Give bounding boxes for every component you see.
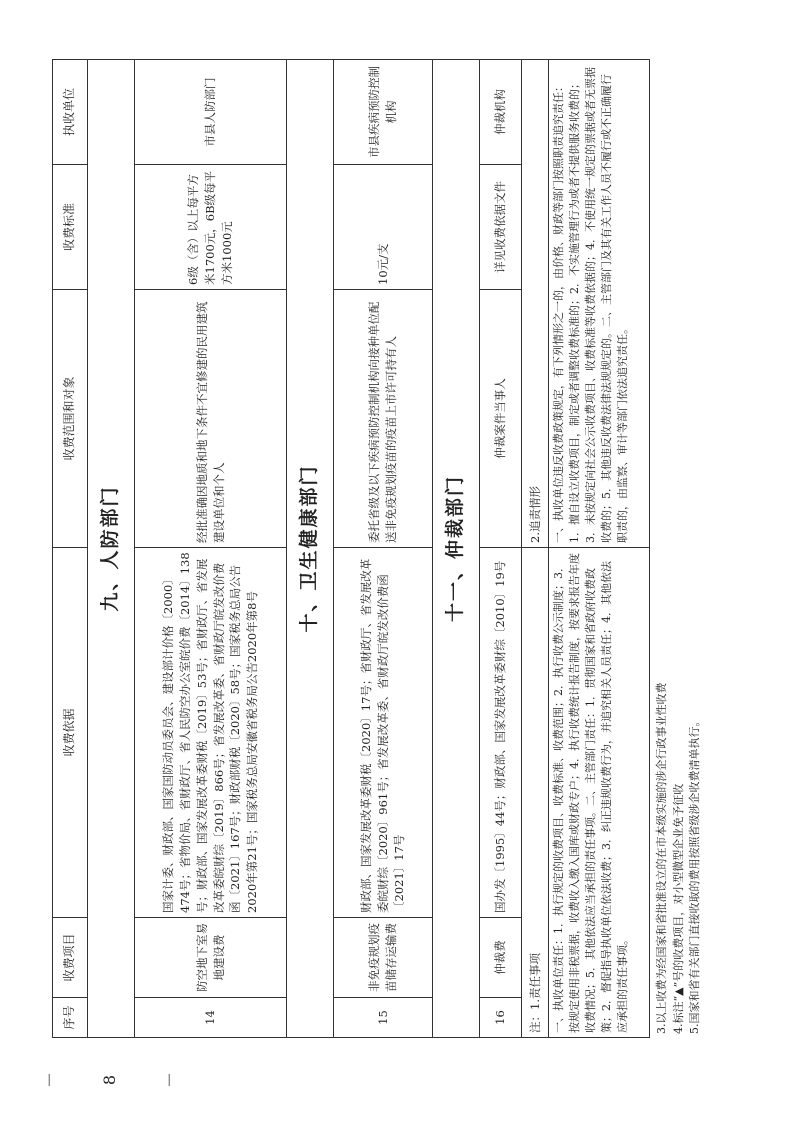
row-scope: 经批准确因地质和地下条件不宜修建的民用建筑建设单位和个人 xyxy=(135,290,287,548)
fee-table xyxy=(52,59,650,1038)
section-row xyxy=(88,60,135,1038)
footnote-5: 5.国家和省有关部门直接收取的费用按照省级涉企收费清单执行。 xyxy=(688,715,701,1034)
header-unit: 执收单位 xyxy=(53,60,88,165)
header-basis: 收费依据 xyxy=(53,548,88,918)
row-basis: 国家计委、财政部、国家国防动员委员会、建设部计价格〔2000〕474号；省物价局、省财政厅、省人民防空办公室皖价费〔2014〕138号；财政部、国家发展改革委财税〔2019〕53号；省财政厅、省发展改革委皖财综〔2019〕866号；省发展改革委、省财政厅皖发改价费函〔2021〕167号；财政部财税〔2020〕58号；国家税务总局公告2020年第21号；国家税务总局安徽省税务局公告2020年第8号 xyxy=(135,548,287,918)
notes-prefix: 注： xyxy=(527,1010,542,1033)
header-scope: 收费范围和对象 xyxy=(53,290,88,548)
table-row xyxy=(135,60,287,1038)
page-number: － 8 － xyxy=(40,1072,179,1089)
footnotes xyxy=(650,60,704,1038)
row-basis: 财政部、国家发展改革委财税〔2020〕17号；省财政厅、省发展改革委皖财综〔2020〕961号；省发展改革委、省财政厅皖发改价费函〔2021〕17号 xyxy=(334,548,433,918)
row-standard: 详见收费依据文件 xyxy=(480,165,522,290)
row-item: 仲裁费 xyxy=(480,918,522,998)
header-standard: 收费标准 xyxy=(53,165,88,290)
pursue-title: 2.追责情形 xyxy=(522,60,549,548)
duty-title-cell xyxy=(522,548,549,1038)
row-unit: 仲裁机构 xyxy=(480,60,522,165)
section-row xyxy=(287,60,334,1038)
duty-text: 一、执收单位责任：1．执行规定的收费项目、收费标准、收费范围；2．执行收费公示制度；3．按规定使用非税票据，收费收入缴入国库或财政专户；4．执行收费统计报告制度，按要求报告年度收费情况；5．其他依法应当承担的责任事项。二、主管部门责任：1．贯彻国家和省政府收费政策；2．督促指导执收单位依法收费；3．纠正违规收费行为，并追究相关人员责任；4．其他依法应承担的责任事项。 xyxy=(549,548,650,1038)
row-scope: 仲裁案件当事人 xyxy=(480,290,522,548)
table-row xyxy=(334,60,433,1038)
row-item: 非免疫规划疫苗储存运输费 xyxy=(334,918,433,998)
duty-title: 1.责任事项 xyxy=(527,953,542,1010)
section-title: 十一、仲裁部门 xyxy=(433,60,480,1038)
header-seq: 序号 xyxy=(53,998,88,1038)
section-title: 十、卫生健康部门 xyxy=(287,60,334,1038)
section-title: 九、人防部门 xyxy=(88,60,135,1038)
section-row xyxy=(433,60,480,1038)
row-standard: 10元/支 xyxy=(334,165,433,290)
row-seq: 14 xyxy=(135,998,287,1038)
row-unit: 市县疾病预防控制机构 xyxy=(334,60,433,165)
row-seq: 16 xyxy=(480,998,522,1038)
table-row xyxy=(480,60,522,1038)
header-item: 收费项目 xyxy=(53,918,88,998)
table-header-row xyxy=(53,60,88,1038)
row-seq: 15 xyxy=(334,998,433,1038)
row-basis: 国办发〔1995〕44号；财政部、国家发展改革委财综〔2010〕19号 xyxy=(480,548,522,918)
footnote-4: 4.标注“▲”号的收费项目，对小型微型企业免予征收 xyxy=(671,783,685,1034)
row-unit: 市县人防部门 xyxy=(135,60,287,165)
row-scope: 委托省级及以下疾病预防控制机构向接种单位配送非免疫规划疫苗的疫苗上市许可持有人 xyxy=(334,290,433,548)
row-item: 防空地下室易地建设费 xyxy=(135,918,287,998)
footnote-3: 3.以上收费为经国家和省批准设立的在市本级实施的涉企行政事业性收费 xyxy=(655,682,668,1034)
rotated-table-area xyxy=(52,60,748,1038)
notes-header-row xyxy=(522,60,549,1038)
pursue-text: 一、执收单位违反收费政策规定，有下列情形之一的，由价格、财政等部门按照职责追究责任：1．擅自设立收费项目，制定或者调整收费标准的；2．不实施管理行为或者不提供服务收费的；3．未按规定向社会公示收费项目、收费标准等收费依据的；4．不使用统一规定的票据或者无票据收费的；5．其他违反收费法律法规规定的。二、主管部门及其有关工作人员不履行或不正确履行职责的，由监察、审计等部门依法追究责任。 xyxy=(549,60,650,548)
row-standard: 6级（含）以上每平方米1700元，6B级每平方米1000元 xyxy=(135,165,287,290)
notes-body-row xyxy=(549,60,650,1038)
